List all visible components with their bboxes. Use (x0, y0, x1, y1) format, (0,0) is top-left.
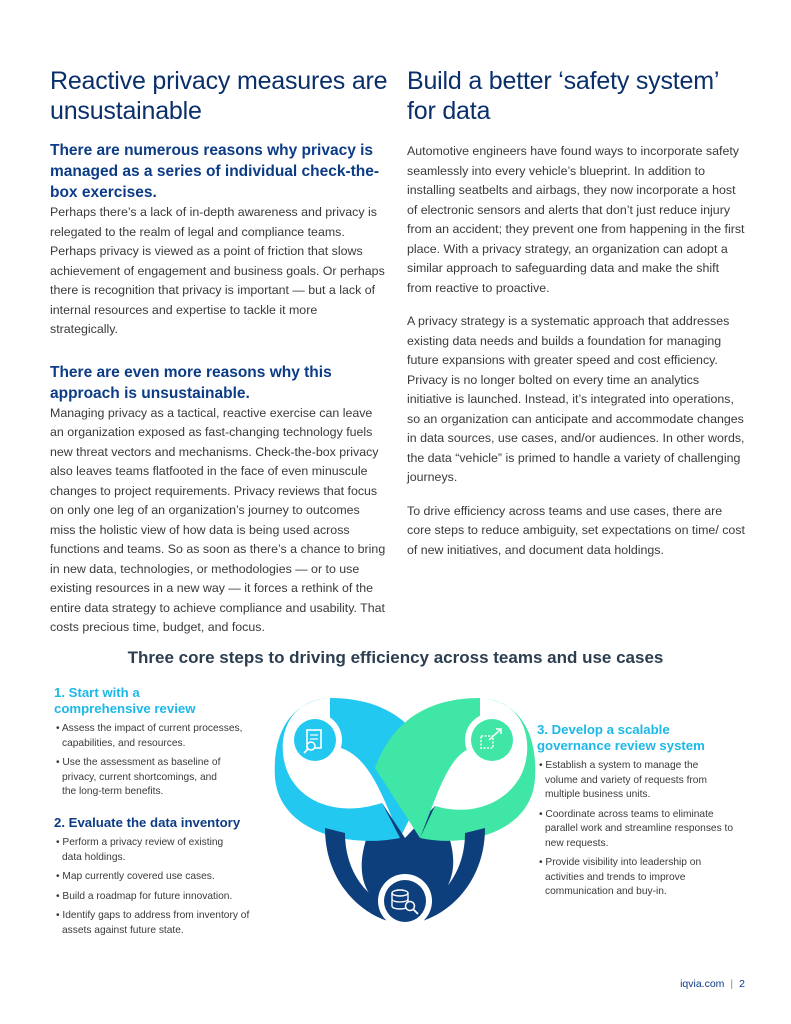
page-number: 2 (739, 978, 745, 990)
right-paragraph-2: A privacy strategy is a systematic approach that addresses existing data needs and builds a foundation for managing future expansions with greater speed and cost efficiency. Privacy is no longer bolted on every time an analytics initiative is launched. Instead, it’s integrated into operations, so an organization can anticipate and accommodate changes in data sources, use cases, and/or audiences. In other words, the data “vehicle” is primed to handle a variety of challenging journeys. (407, 314, 745, 484)
left-paragraph-2: Managing privacy as a tactical, reactive exercise can leave an organization exposed as fast-changing technology fuels new threat vectors and mechanisms. Check-the-box privacy also leaves teams flatfooted in the face of even minuscule changes to project requirements. Privacy reviews that focus on only one leg of an organization’s journey to outcomes miss the holistic view of how data is being used across functions and teams. So as soon as there’s a chance to bring in new data, technologies, or methodologies — or to use existing resources in a new way — it forces a rethink of the entire data strategy to achieve compliance and usability. That costs precious time, budget, and focus. (50, 405, 386, 634)
right-paragraph-3: To drive efficiency across teams and use cases, there are core steps to reduce ambiguity, set expectations on time/ cost of new initiatives, and document data holdings. (407, 503, 745, 557)
list-item: • Coordinate across teams to eliminate parallel work and streamline responses to new requests. (539, 808, 733, 849)
process-diagram (270, 688, 540, 928)
left-subhead-2: There are even more reasons why this approach is unsustainable. (50, 363, 332, 402)
right-paragraph-1: Automotive engineers have found ways to incorporate safety seamlessly into every vehicle’s blueprint. In addition to installing seatbelts and airbags, they now incorporate a host of electronic sensors and alerts that don’t just reduce injury from an accident; they prevent one from happening in the first place. With a privacy strategy, an organization can adopt a similar approach to safeguarding data and make the shift from reactive to proactive. (407, 144, 745, 295)
left-paragraph-1: Perhaps there’s a lack of in-depth awareness and privacy is relegated to the realm of legal and compliance teams. Perhaps privacy is viewed as a point of friction that slows achievement of engagement and business goals. Or perhaps there is recognition that privacy is important — but a lack of internal resources and expertise to tackle it more strategically. (50, 205, 385, 336)
step-1 (54, 685, 264, 805)
list-item: • Build a roadmap for future innovation. (56, 890, 233, 902)
list-item: • Identify gaps to address from inventory of assets against future state. (56, 910, 250, 936)
step-3-list (537, 759, 747, 900)
step-2-list (54, 836, 274, 938)
steps-title: Three core steps to driving efficiency across teams and use cases (127, 648, 664, 667)
step-3-title: 3. Develop a scalable governance review system (537, 722, 705, 753)
list-item: • Assess the impact of current processes, capabilities, and resources. (56, 723, 243, 749)
footer: iqvia.com | 2 (680, 978, 745, 990)
left-column (50, 66, 388, 638)
list-item: • Provide visibility into leadership on activities and trends to improve communication and buy-in. (539, 857, 702, 897)
step-2-title: 2. Evaluate the data inventory (54, 815, 241, 830)
step-3 (537, 722, 747, 905)
footer-site-link[interactable]: iqvia.com (680, 978, 725, 990)
left-subhead-1: There are numerous reasons why privacy is managed as a series of individual check-the-box exercises. (50, 142, 380, 201)
step-1-list (54, 722, 264, 800)
step-1-title: 1. Start with a comprehensive review (54, 685, 196, 716)
document-search-icon (288, 713, 342, 767)
right-heading: Build a better ‘safety system’ for data (407, 67, 719, 125)
list-item: • Map currently covered use cases. (56, 871, 215, 882)
list-item: • Perform a privacy review of existing data holdings. (56, 837, 224, 863)
list-item: • Establish a system to manage the volume and variety of requests from multiple business units. (539, 760, 707, 800)
right-column (407, 66, 747, 560)
list-item: • Use the assessment as baseline of privacy, current shortcomings, and the long-term benefits. (56, 757, 221, 797)
database-search-icon (378, 874, 432, 928)
scale-expand-icon (465, 713, 519, 767)
step-2 (54, 815, 274, 943)
left-heading: Reactive privacy measures are unsustainable (50, 67, 388, 125)
